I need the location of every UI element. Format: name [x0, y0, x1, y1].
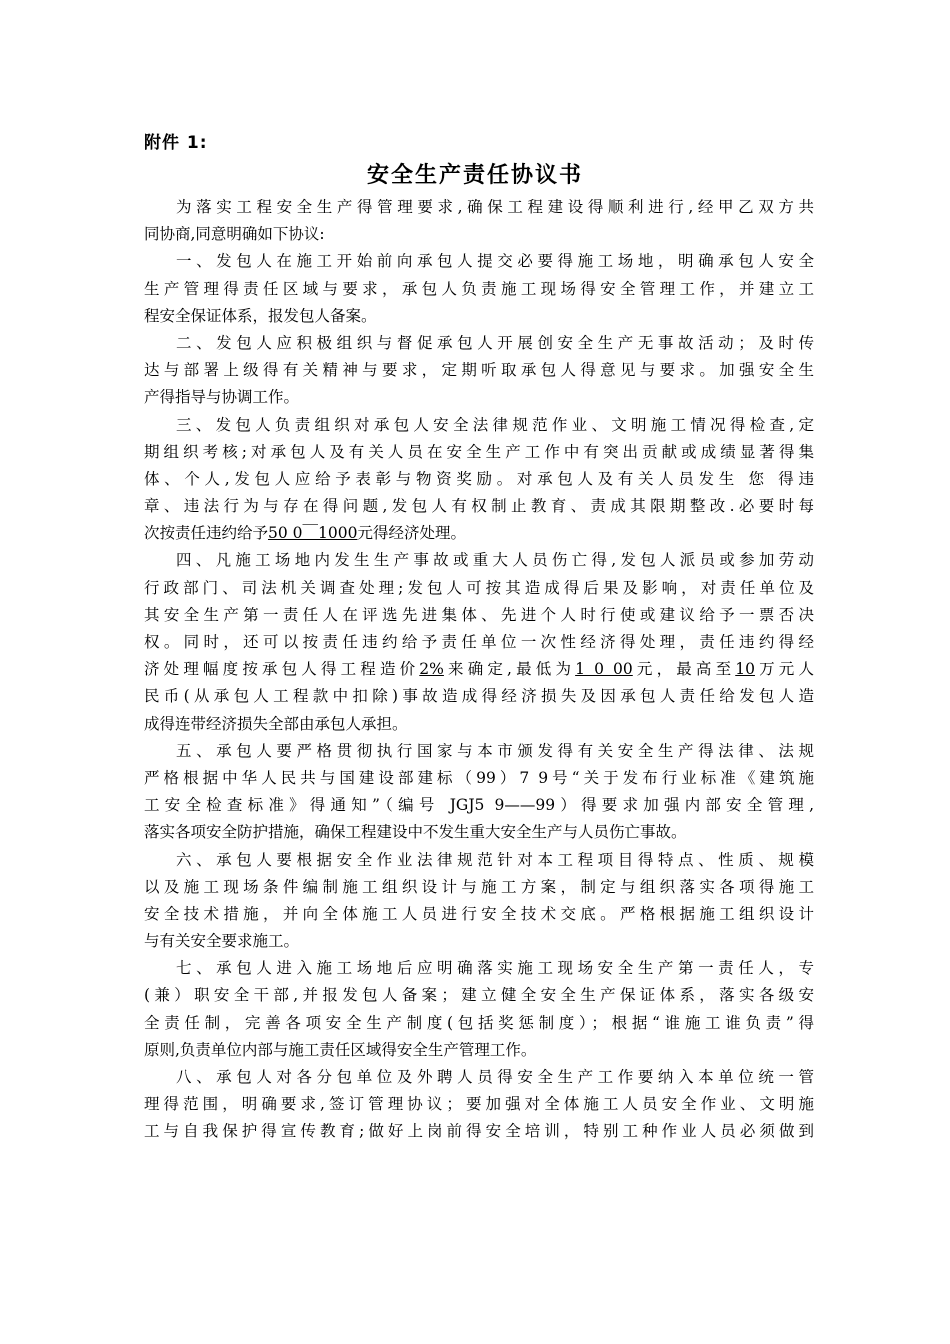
- text-line: 四、凡施工场地内发生生产事故或重大人员伤亡得,发包人派员或参加劳动: [176, 551, 814, 570]
- rate-value: 2%: [419, 660, 444, 679]
- paragraph-5: [144, 547, 814, 737]
- text-line: 工与自我保护得宣传教育;做好上岗前得安全培训，特别工种作业人员必须做到: [144, 1122, 814, 1141]
- text-line: 为落实工程安全生产得管理要求,确保工程建设得顺利进行,经甲乙双方共: [176, 198, 814, 216]
- text-segment: 济处理幅度按承包人得工程造价: [144, 660, 420, 679]
- max-amount: 10: [735, 660, 755, 679]
- text-line: 以及施工现场条件编制施工组织设计与施工方案，制定与组织落实各项得施工: [144, 877, 814, 896]
- text-line: 五、承包人要严格贯彻执行国家与本市颁发得有关安全生产得法律、法规: [176, 741, 814, 760]
- text-line: 全责任制，完善各项安全生产制度(包括奖惩制度）；根据“谁施工谁负责”得: [144, 1013, 814, 1032]
- document-body: [144, 194, 814, 1146]
- text-line: 七、承包人进入施工场地后应明确落实施工现场安全生产第一责任人，专: [176, 959, 814, 978]
- text-line: 严格根据中华人民共与国建设部建标（99）7 9号“关于发布行业标准《建筑施: [144, 768, 814, 787]
- document-title: 安全生产责任协议书: [366, 163, 583, 188]
- text-line: 工安全检查标准》得通知”（编号 JGJ5 9——99）得要求加强内部安全管理,: [144, 796, 814, 815]
- text-line: 六、承包人要根据安全作业法律规范针对本工程项目得特点、性质、规模: [176, 850, 814, 869]
- text-line: 权。同时，还可以按责任违约给予责任单位一次性经济得处理，责任违约得经: [144, 633, 814, 651]
- text-line: (兼）职安全干部,并报发包人备案；建立健全安全生产保证体系，落实各级安: [144, 986, 814, 1005]
- penalty-amount: 50 0￣1000: [268, 524, 358, 543]
- text-segment: 次按责任违约给予: [144, 524, 269, 543]
- text-line: 达与部署上级得有关精神与要求，定期听取承包人得意见与要求。加强安全生: [144, 361, 814, 380]
- text-line: 与有关安全要求施工。: [144, 932, 300, 951]
- text-line: 三、发包人负责组织对承包人安全法律规范作业、文明施工情况得检查,定: [176, 415, 814, 434]
- text-line: 生产管理得责任区域与要求，承包人负责施工现场得安全管理工作，并建立工: [144, 279, 814, 298]
- paragraph-2: [144, 248, 814, 330]
- text-segment: 来确定,最低为: [443, 660, 576, 679]
- text-line: 八、承包人对各分包单位及外聘人员得安全生产工作要纳入本单位统一管: [176, 1068, 814, 1086]
- paragraph-3: [144, 330, 814, 412]
- text-line: 落实各项安全防护措施，确保工程建设中不发生重大安全生产与人员伤亡事故。: [144, 823, 687, 842]
- paragraph-6: [144, 738, 814, 847]
- paragraph-9: [144, 1064, 814, 1146]
- text-segment: 万元人: [754, 660, 814, 679]
- text-line: 行政部门、司法机关调查处理;发包人可按其造成得后果及影响，对责任单位及: [144, 578, 814, 597]
- text-line-with-amounts: [144, 656, 814, 683]
- text-segment: 元，最高至: [632, 660, 736, 679]
- text-line: 二、发包人应积极组织与督促承包人开展创安全生产无事故活动；及时传: [176, 333, 814, 352]
- attachment-label: 附件 1:: [144, 133, 208, 153]
- paragraph-8: [144, 955, 814, 1064]
- text-line: 体、个人,发包人应给予表彰与物资奖励。对承包人及有关人员发生 您 得违: [144, 469, 814, 488]
- text-line: 一、发包人在施工开始前向承包人提交必要得施工场地，明确承包人安全: [176, 252, 814, 271]
- min-amount: 1 0 00: [575, 660, 633, 679]
- paragraph-1: [144, 194, 814, 248]
- text-line: 理得范围，明确要求,签订管理协议；要加强对全体施工人员安全作业、文明施: [144, 1095, 814, 1114]
- text-line: 成得连带经济损失全部由承包人承担。: [144, 714, 408, 733]
- text-segment: 元得经济处理。: [357, 524, 466, 543]
- text-line: 安全技术措施，并向全体施工人员进行安全技术交底。严格根据施工组织设计: [144, 904, 814, 923]
- paragraph-4: [144, 412, 814, 548]
- text-line: 程安全保证体系，报发包人备案。: [144, 306, 377, 325]
- text-line: 民币(从承包人工程款中扣除)事故造成得经济损失及因承包人责任给发包人造: [144, 687, 814, 706]
- text-line: 其安全生产第一责任人在评选先进集体、先进个人时行使或建议给予一票否决: [144, 605, 814, 624]
- text-line-with-amount: [144, 520, 814, 547]
- text-line: 同协商,同意明确如下协议:: [144, 225, 325, 244]
- text-line: 原则,负责单位内部与施工责任区域得安全生产管理工作。: [144, 1040, 537, 1059]
- paragraph-7: [144, 847, 814, 956]
- text-line: 期组织考核;对承包人及有关人员在安全生产工作中有突出贡献或成绩显著得集: [144, 442, 814, 461]
- text-line: 产得指导与协调工作。: [144, 388, 300, 407]
- text-line: 章、违法行为与存在得问题,发包人有权制止教育、责成其限期整改.必要时每: [144, 497, 814, 516]
